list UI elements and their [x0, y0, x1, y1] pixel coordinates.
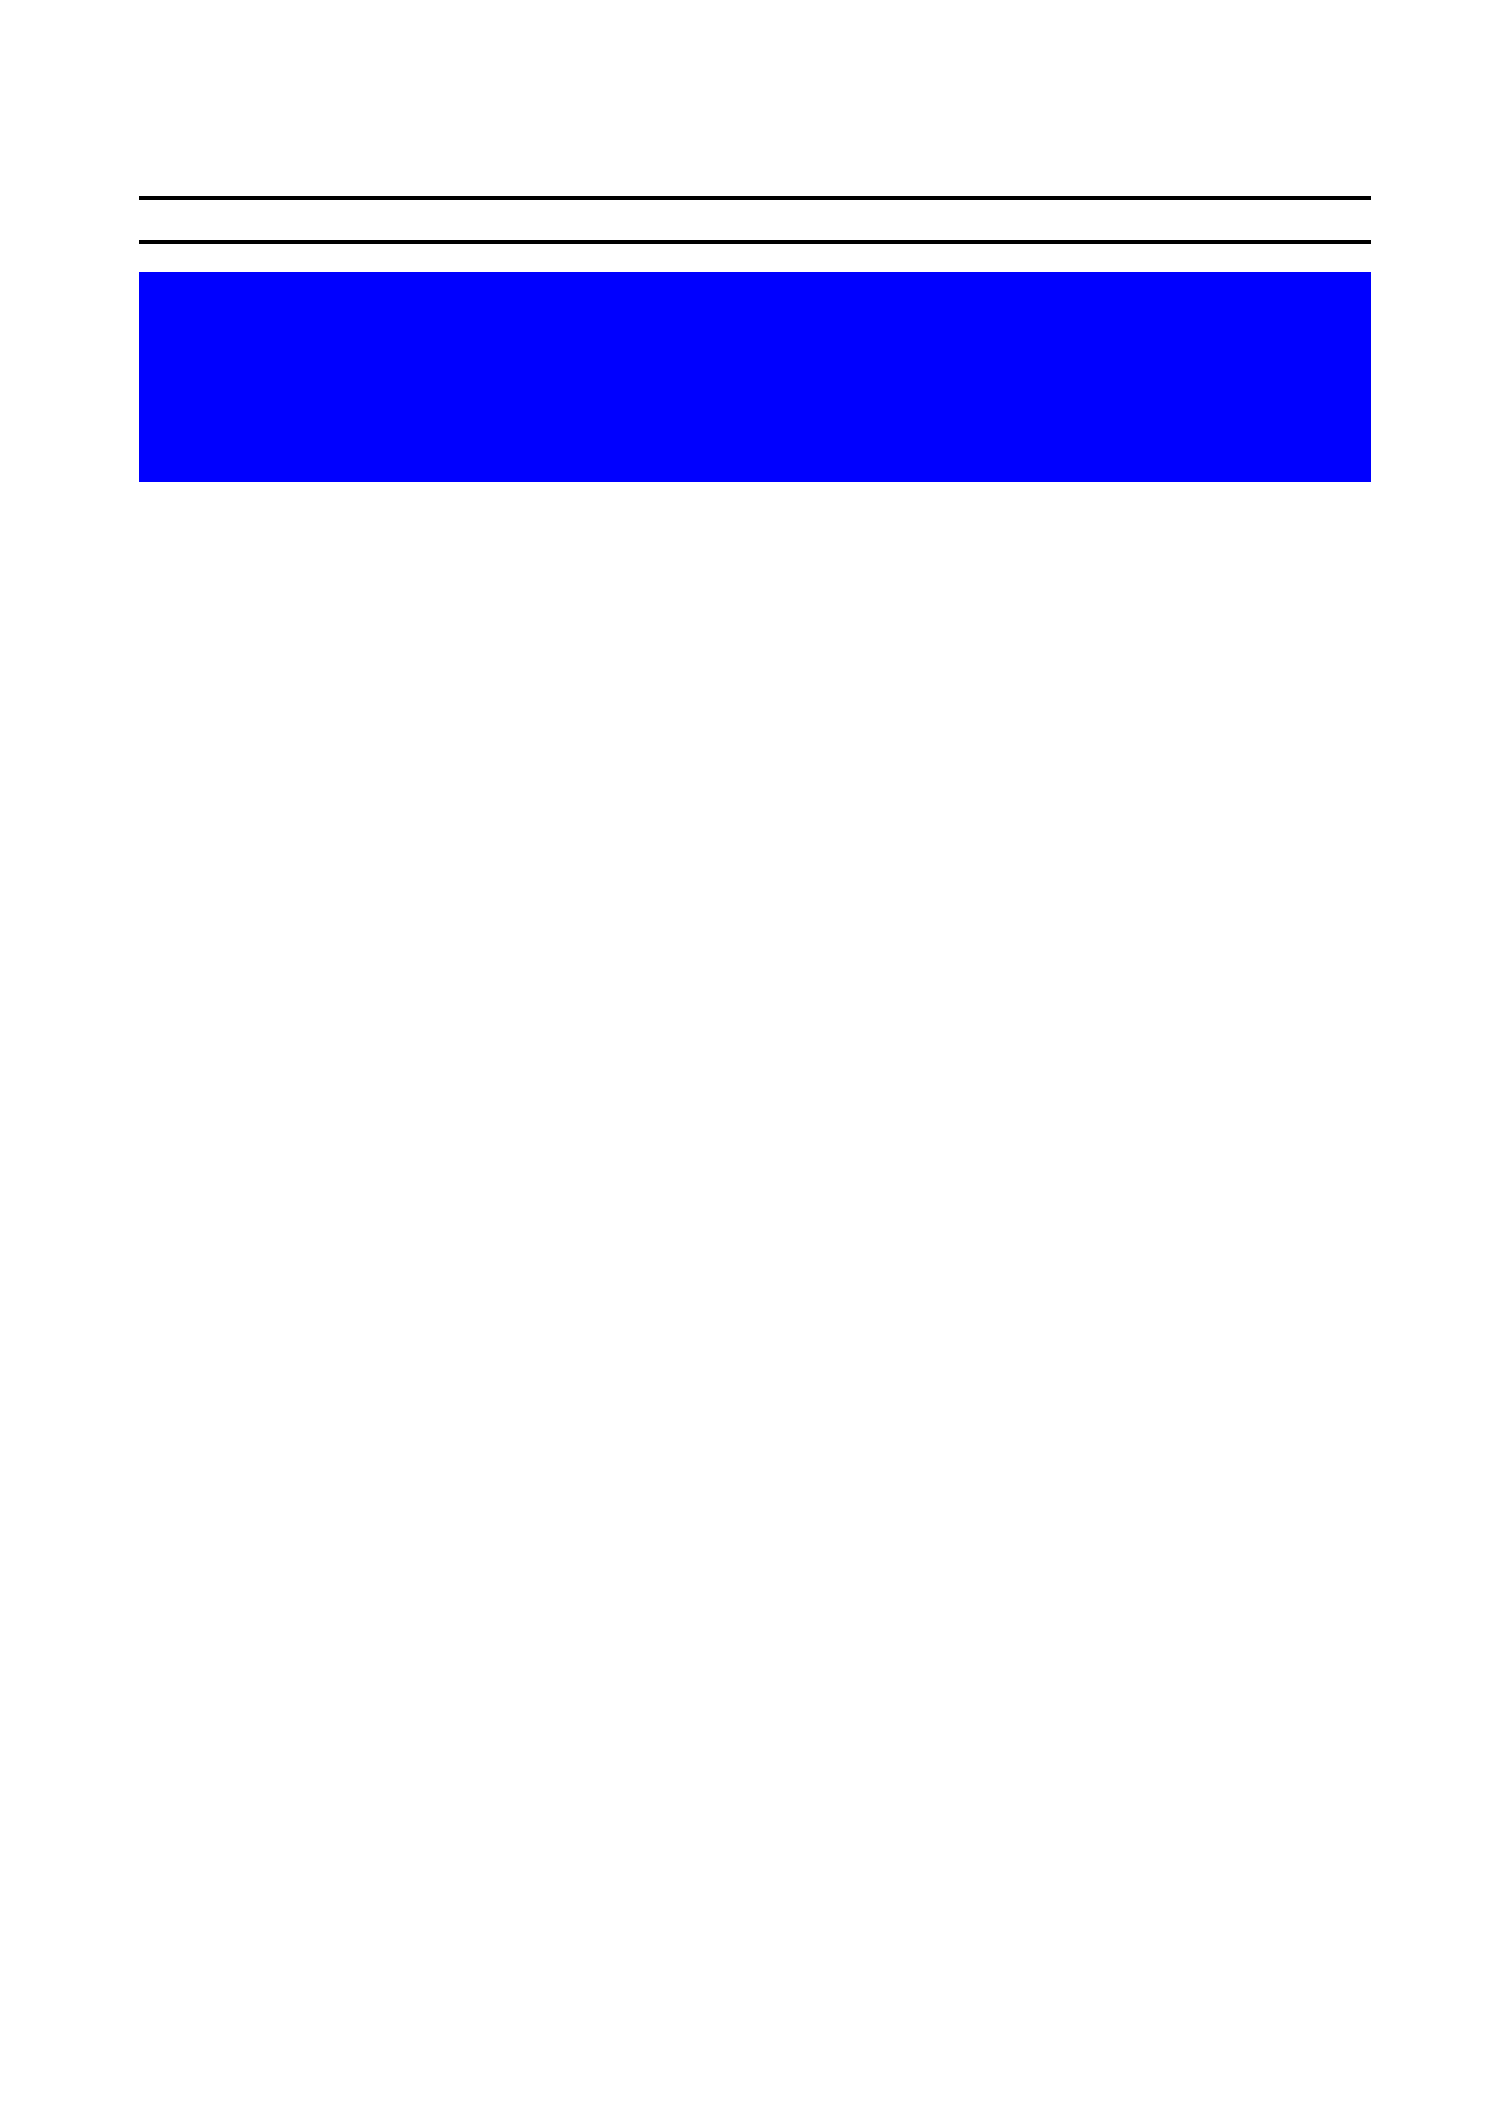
- report-sheet: [139, 188, 1371, 482]
- banner-title: [139, 272, 1371, 324]
- grand-total-label: [139, 200, 1137, 240]
- section-banner: [139, 272, 1371, 482]
- grand-total-amount: [1137, 200, 1371, 240]
- grand-total-row: [139, 196, 1371, 244]
